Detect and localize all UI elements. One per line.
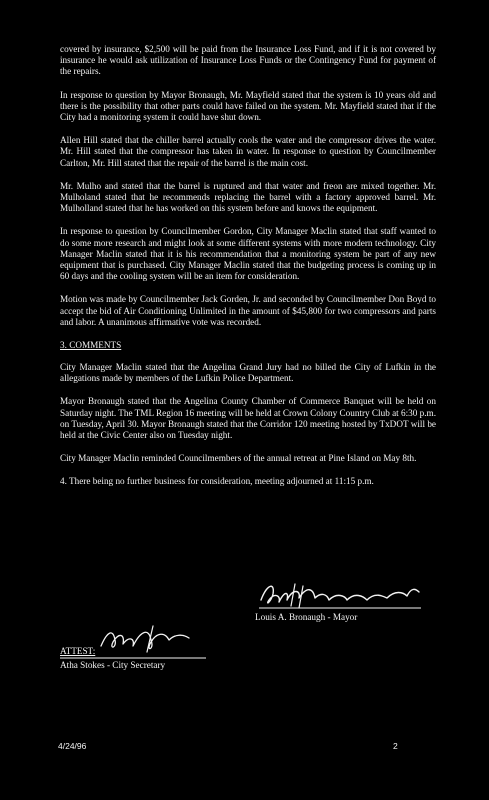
- paragraph-system-age: In response to question by Mayor Bronaugh, Mr. Mayfield stated that the system is 10 years old and there is the possibility that other parts could have failed on the system. Mr. Mayfield stated that if the City had a monitoring system it could have shut down.: [60, 89, 436, 123]
- footer-date: 4/24/96: [58, 741, 87, 751]
- paragraph-grand-jury: City Manager Maclin stated that the Angelina Grand Jury had no billed the City of Lufkin in the allegations made by members of the Lufkin Police Department.: [60, 362, 436, 384]
- attest-row: [60, 622, 210, 656]
- section-heading-comments: 3. COMMENTS: [60, 340, 122, 351]
- mayor-name: Louis A. Bronaugh - Mayor: [255, 612, 358, 622]
- paragraph-insurance: covered by insurance, $2,500 will be paid from the Insurance Loss Fund, and if it is not covered by insurance he would ask utilization of Insurance Loss Funds or the Contingency Fund for payment of the repairs.: [60, 44, 436, 77]
- mayor-signature-image: [255, 578, 425, 612]
- paragraph-chiller-barrel: Allen Hill stated that the chiller barrel actually cools the water and the compressor drives the water. Mr. Hill stated that the compressor has taken in water. In response to question by Councilmember Carlton, Mr. Hill stated that the repair of the barrel is the main cost.: [60, 135, 436, 168]
- document-body: [60, 44, 436, 500]
- paragraph-banquet: Mayor Bronaugh stated that the Angelina County Chamber of Commerce Banquet will be held on Saturday night. The TML Region 16 meeting will be held at Crown Colony Country Club at 6:30 p.m. on Tuesday, April 30. Mayor Bronaugh stated that the Corridor 120 meeting hosted by TxDOT will be held at the Civic Center also on Tuesday night.: [60, 396, 436, 441]
- attest-label: ATTEST:: [60, 646, 96, 656]
- secretary-signature-block: [60, 622, 210, 671]
- paragraph-monitoring-system: In response to question by Councilmember Gordon, City Manager Maclin stated that staff wanted to do some more research and might look at some different systems with more modern technology. City Manager Maclin stated that it is his recommendation that a monitoring system be part of any new equipment that is purchased. City Manager Maclin stated that the budgeting process is coming up in 60 days and the cooling system will be an item for consideration.: [60, 226, 436, 282]
- paragraph-barrel-replacement: Mr. Mulho and stated that the barrel is ruptured and that water and freon are mixed together. Mr. Mulholand stated that he recommends replacing the barrel with a factory approved barrel. Mr. Mulholland stated that he has worked on this system before and knows the equipment.: [60, 180, 436, 214]
- paragraph-adjourned: 4. There being no further business for consideration, meeting adjourned at 11:15 p.m.: [60, 476, 374, 487]
- footer-page-number: 2: [393, 741, 398, 751]
- paragraph-retreat: City Manager Maclin reminded Councilmembers of the annual retreat at Pine Island on May 8th.: [60, 453, 417, 464]
- secretary-signature-image: [97, 622, 197, 656]
- secretary-name: Atha Stokes - City Secretary: [60, 660, 166, 670]
- mayor-signature-block: [255, 578, 425, 623]
- paragraph-motion: Motion was made by Councilmember Jack Gorden, Jr. and seconded by Councilmember Don Boyd to accept the bid of Air Conditioning Unlimited in the amount of $45,800 for two compressors and parts and labor. A unanimous affirmative vote was recorded.: [60, 294, 436, 327]
